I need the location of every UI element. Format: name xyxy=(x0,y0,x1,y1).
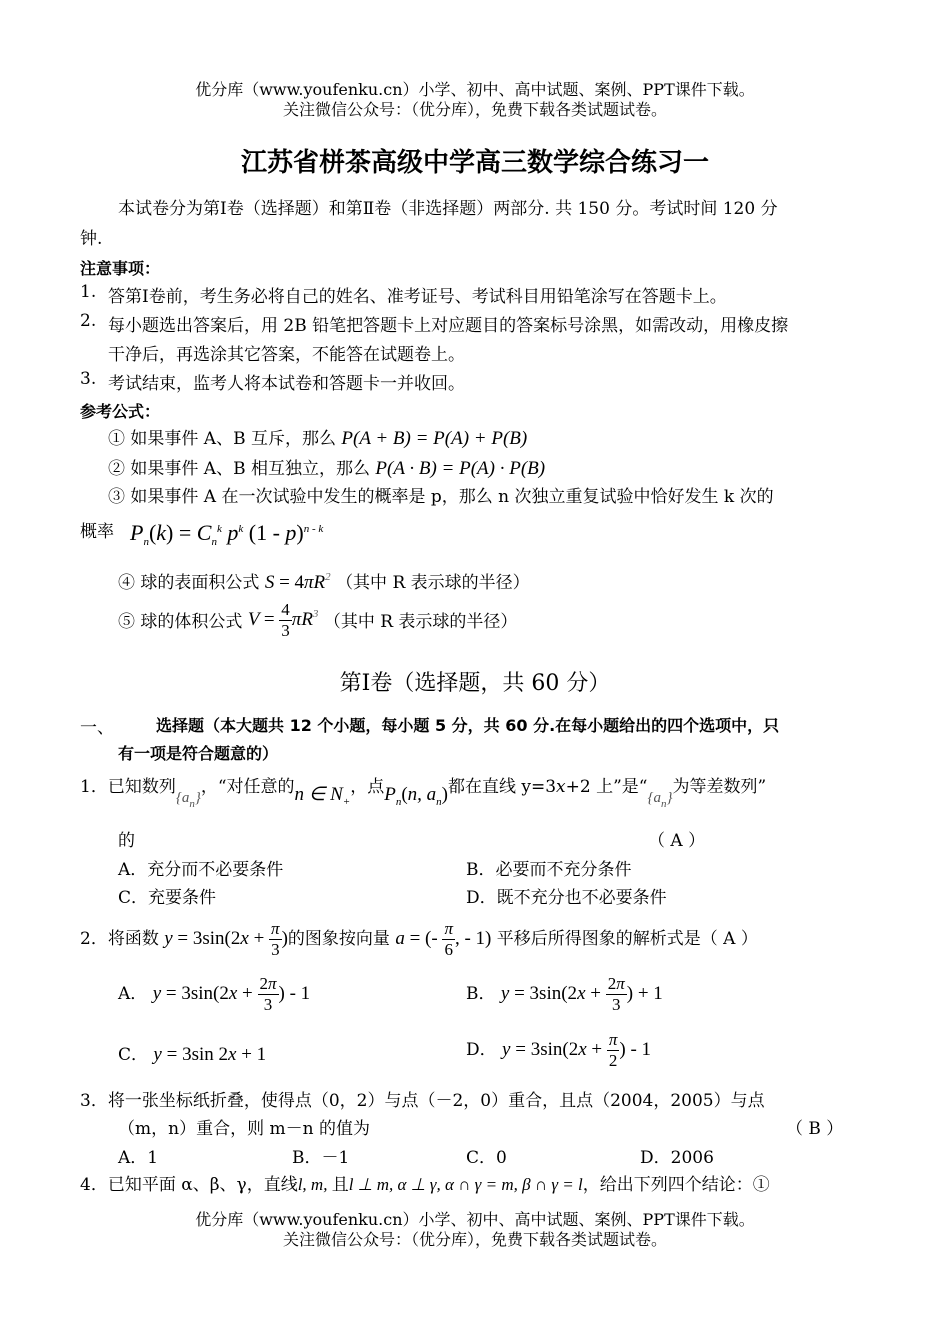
question-num: 1． xyxy=(80,777,108,797)
note-item-2-cont: 干净后，再选涂其它答案，不能答在试题卷上。 xyxy=(108,345,465,365)
question-3: 3．将一张坐标纸折叠，使得点（0，2）与点（－2，0）重合，且点（2004，2005）与点 xyxy=(80,1091,765,1111)
section-1-title: 第Ⅰ卷（选择题，共 60 分） xyxy=(339,671,611,696)
intro-line-1: 本试卷分为第Ⅰ卷（选择题）和第Ⅱ卷（非选择题）两部分. 共 150 分。考试时间 120 分 xyxy=(118,199,778,219)
note-num: 3. xyxy=(80,369,97,389)
n-in-N: n ∈ $N_+$ xyxy=(294,784,351,808)
question-num: 4． xyxy=(80,1175,108,1195)
q3-option-b: B．－1 xyxy=(292,1148,350,1168)
q1-option-a: A．充分而不必要条件 xyxy=(118,860,284,880)
page-title: 江苏省栟茶高级中学高三数学综合练习一 xyxy=(240,148,709,178)
question-num: 2． xyxy=(80,929,108,949)
part-1-line-2: 有一项是符合题意的） xyxy=(118,744,279,763)
seq-an-2: $\{a_n\}$ xyxy=(647,790,673,810)
formula-1: ① 如果事件 A、B 互斥，那么 P(A + B) = P(A) + P(B) xyxy=(108,428,528,449)
question-2: 2．将函数 y = 3sin(2x + $\frac{\pi}{3}$ )的图象按向量 a = (- $\frac{\pi}{6}$ , - 1) 平移后所得图象的解析式是（ A ） xyxy=(80,919,758,960)
point-pn: $P_n(n$, $a_n$) xyxy=(384,784,448,808)
formula-2: ② 如果事件 A、B 相互独立，那么 P(A · B) = P(A) · P(B) xyxy=(108,458,546,479)
formula-5: ⑤ 球的体积公式 V = $\frac{4}{3}$ $\pi R^3$ （其中 R 表示球的半径） xyxy=(118,600,518,640)
q1-answer: （ A ） xyxy=(648,831,706,851)
q2-vector: a = (- $\frac{\pi}{6}$ , - 1) xyxy=(395,919,492,960)
q1-option-b: B．必要而不充分条件 xyxy=(466,860,632,880)
question-1: 1．已知数列$\{a_n\}$，“对任意的n ∈ $N_+$，点$P_n(n$, $a_n$)都在直线 y=3x+2 上”是“$\{a_n\}$为等差数列” xyxy=(80,777,767,810)
part-1-line-1: 选择题（本大题共 12 个小题，每小题 5 分，共 60 分.在每小题给出的四个选项中，只 xyxy=(156,716,780,735)
formula-3: ③ 如果事件 A 在一次试验中发生的概率是 p，那么 n 次独立重复试验中恰好发生 k 次的 xyxy=(108,487,774,507)
note-item-1 xyxy=(80,282,727,307)
formula-4: ④ 球的表面积公式 $S = 4\pi R^2$ （其中 R 表示球的半径） xyxy=(118,571,530,593)
part-1-num: 一、 xyxy=(80,718,114,738)
q3-option-d: D．2006 xyxy=(640,1148,714,1168)
q3-line-2: （m，n）重合，则 m－n 的值为 xyxy=(118,1119,370,1139)
q2-option-c: C． y = 3sin 2x + 1 xyxy=(118,1044,267,1065)
note-num: 2. xyxy=(80,311,97,331)
q2-function: y = 3sin(2x + $\frac{\pi}{3}$ ) xyxy=(164,919,288,960)
note-num: 1. xyxy=(80,282,97,302)
sphere-area-formula: $S = 4\pi R^2$ xyxy=(264,571,331,593)
q1-tail: 的 xyxy=(118,831,135,851)
q4-conditions: l, m, 且l ⊥ m, α ⊥ γ, α ∩ γ = m, β ∩ γ = l xyxy=(297,1175,583,1194)
formula-2-math: P(A · B) = P(A) · P(B) xyxy=(375,458,546,479)
binomial-formula: $P_n(k) = C_n^k$ $p^k$ (1 - p)$^{n - k}$ xyxy=(130,520,324,548)
q3-option-c: C．0 xyxy=(466,1148,507,1168)
q2-option-a: A． y = 3sin(2x + $\frac{2\pi}{3}$ ) - 1 xyxy=(118,974,311,1015)
note-text: 答第Ⅰ卷前，考生务必将自己的姓名、准考证号、考试科目用铅笔涂写在答题卡上。 xyxy=(108,287,727,307)
footer-line-2: 关注微信公众号：（优分库），免费下载各类试题试卷。 xyxy=(282,1230,667,1249)
header-line-1: 优分库（www.youfenku.cn）小学、初中、高中试题、案例、PPT课件下载。 xyxy=(195,80,755,99)
question-4: 4．已知平面 α、β、γ，直线l, m, 且l ⊥ m, α ⊥ γ, α ∩ γ = m, β ∩ γ = l，给出下列四个结论：① xyxy=(80,1175,770,1195)
footer-line-1: 优分库（www.youfenku.cn）小学、初中、高中试题、案例、PPT课件下载。 xyxy=(195,1210,755,1229)
header-line-2: 关注微信公众号：（优分库），免费下载各类试题试卷。 xyxy=(282,100,667,119)
q3-answer: （ B ） xyxy=(786,1119,844,1139)
notes-heading: 注意事项： xyxy=(80,259,161,278)
q3-option-a: A．1 xyxy=(118,1148,159,1168)
q1-option-d: D．既不充分也不必要条件 xyxy=(466,888,667,908)
formulas-heading: 参考公式： xyxy=(80,402,161,421)
intro-line-2: 钟. xyxy=(80,229,103,249)
note-item-2 xyxy=(80,311,789,336)
note-item-3 xyxy=(80,369,465,394)
question-num: 3． xyxy=(80,1091,108,1111)
seq-an: $\{a_n\}$ xyxy=(175,790,201,810)
q2-option-d: D． y = 3sin(2x + $\frac{\pi}{2}$ ) - 1 xyxy=(466,1030,652,1071)
q1-option-c: C．充要条件 xyxy=(118,888,217,908)
note-text: 每小题选出答案后，用 2B 铅笔把答题卡上对应题目的答案标号涂黑，如需改动，用橡皮擦 xyxy=(108,316,789,336)
formula-3-label: 概率 xyxy=(80,522,114,542)
q2-option-b: B． y = 3sin(2x + $\frac{2\pi}{3}$ ) + 1 xyxy=(466,974,663,1015)
sphere-volume-formula: V = $\frac{4}{3}$ $\pi R^3$ xyxy=(247,600,319,640)
formula-1-math: P(A + B) = P(A) + P(B) xyxy=(341,428,528,449)
note-text: 考试结束，监考人将本试卷和答题卡一并收回。 xyxy=(108,374,465,394)
